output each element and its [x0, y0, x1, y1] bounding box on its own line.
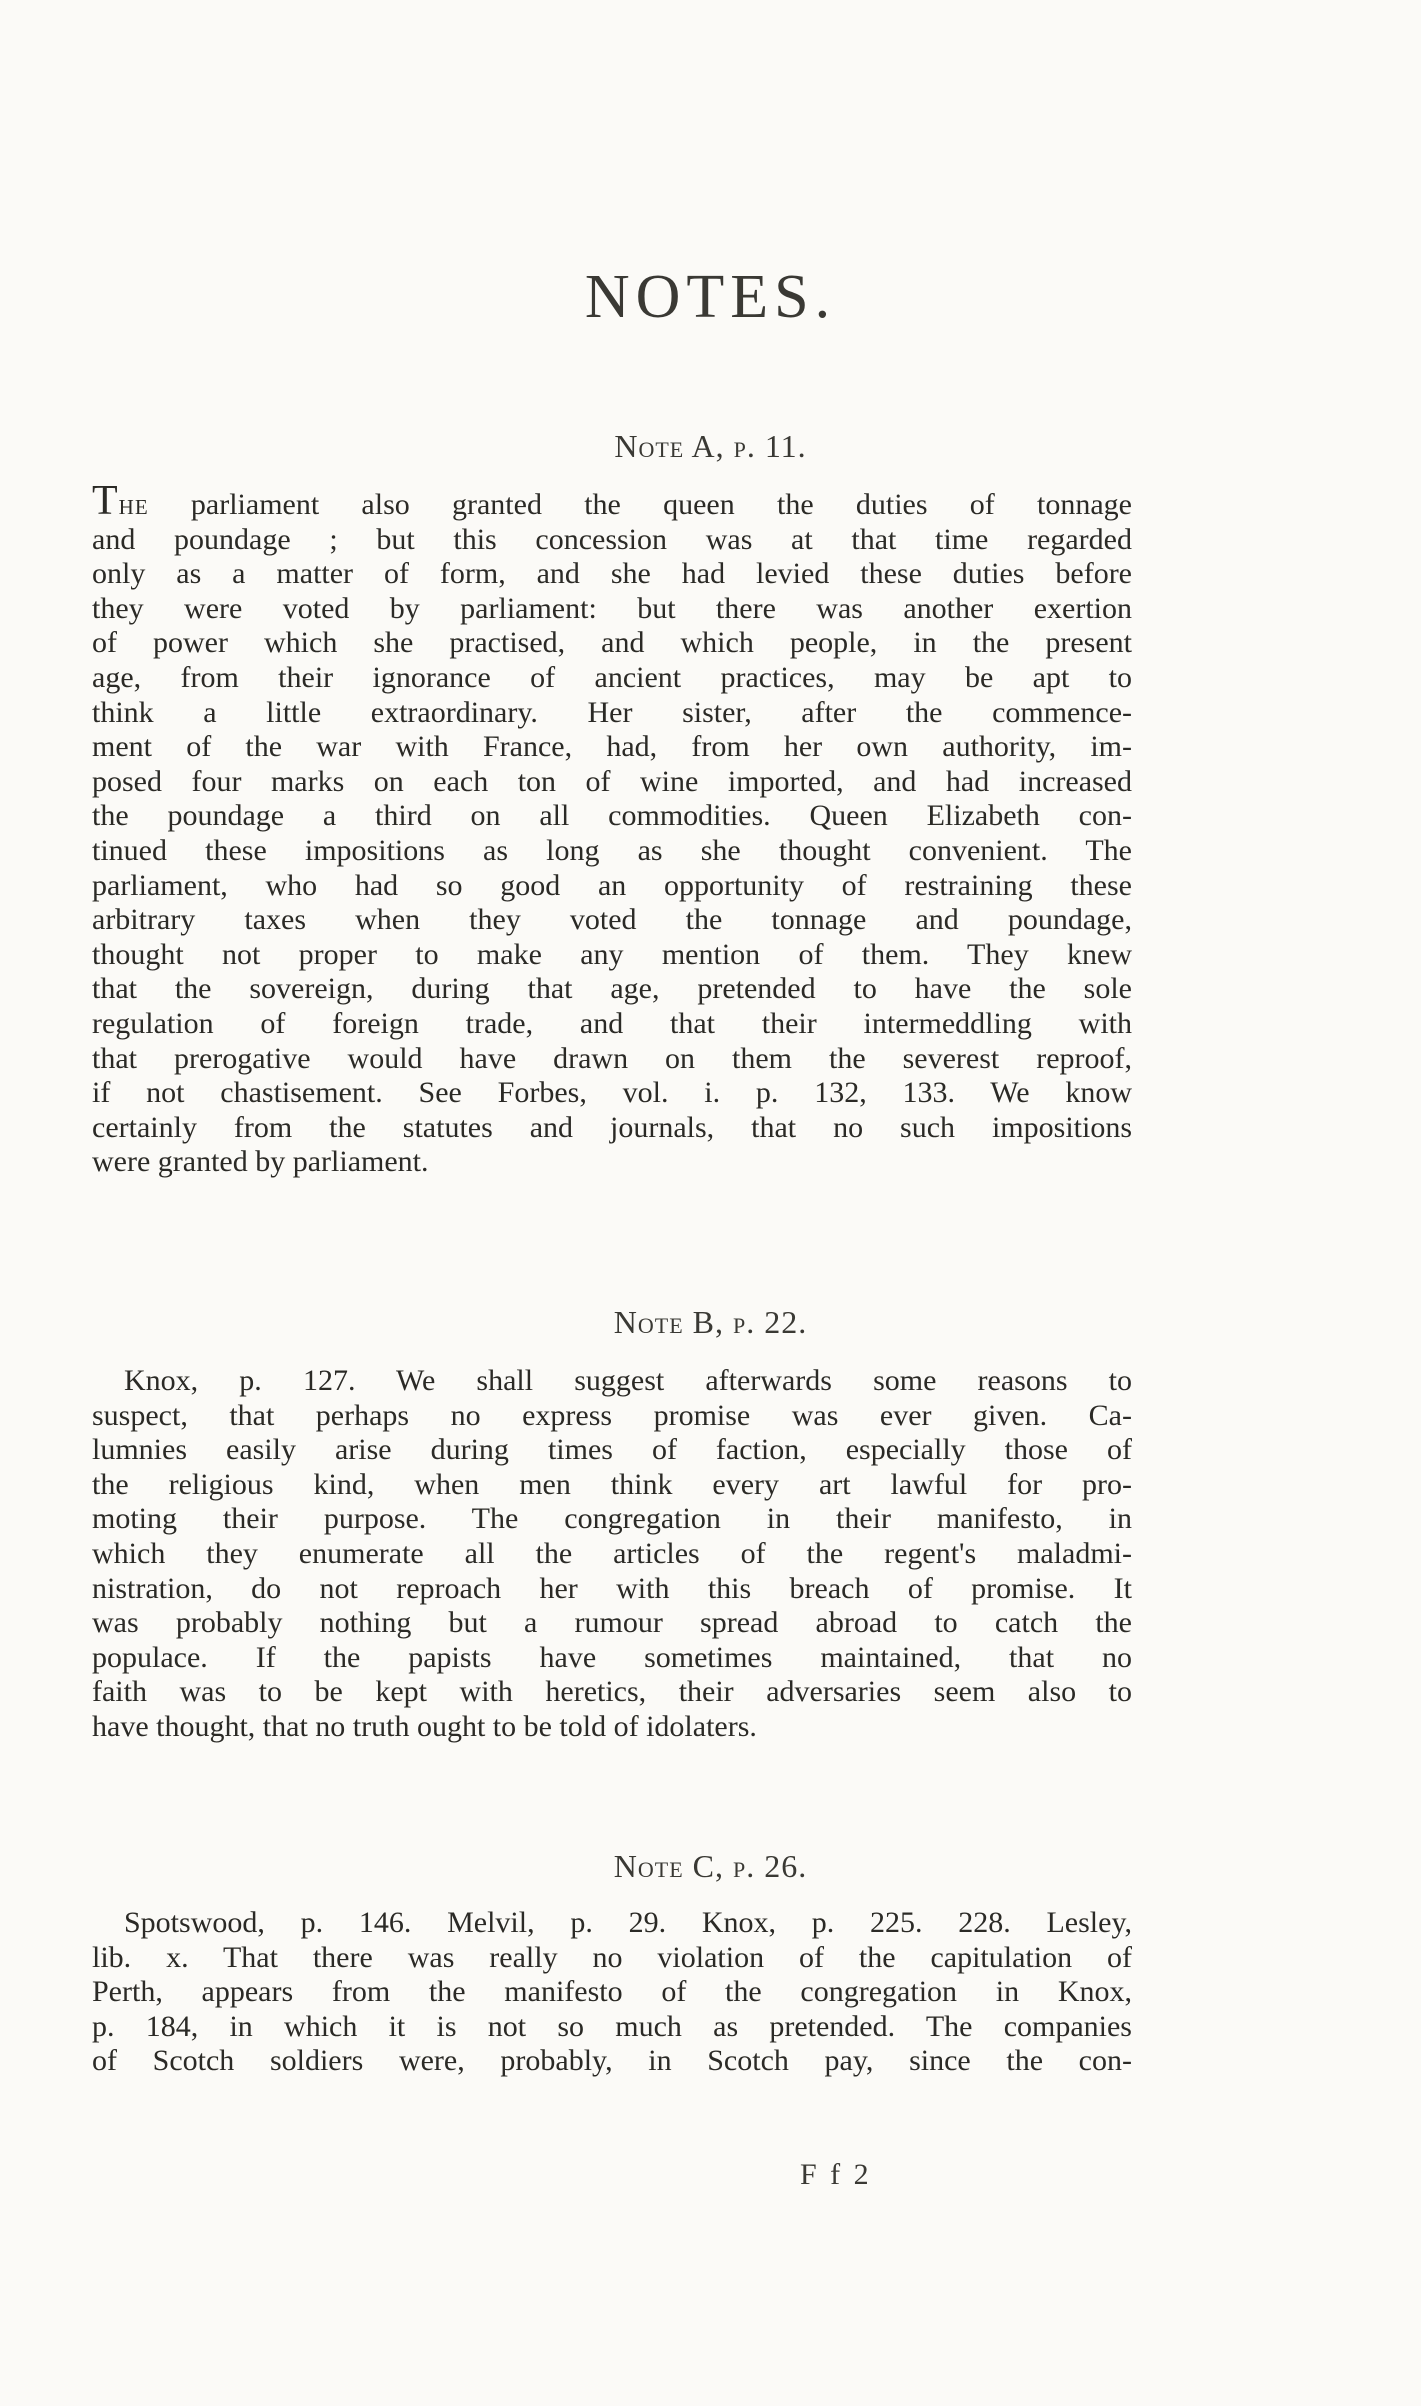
text-line: that the sovereign, during that age, pretended to have the sole — [92, 972, 1132, 1006]
text-line: of Scotch soldiers were, probably, in Scotch pay, since the con- — [92, 2044, 1132, 2078]
text-line: Perth, appears from the manifesto of the congregation in Knox, — [92, 1975, 1132, 2009]
text-line: the poundage a third on all commodities. Queen Elizabeth con- — [92, 799, 1132, 833]
text-line: suspect, that perhaps no express promise was ever given. Ca- — [92, 1398, 1132, 1432]
text-line: populace. If the papists have sometimes maintained, that no — [92, 1640, 1132, 1674]
text-line: The parliament also granted the queen the duties of tonnage — [92, 478, 1132, 524]
text-line: tinued these impositions as long as she thought convenient. The — [92, 833, 1132, 867]
text-line: arbitrary taxes when they voted the tonnage and poundage, — [92, 903, 1132, 937]
text-line: p. 184, in which it is not so much as pretended. The companies — [92, 2009, 1132, 2043]
text-line: that prerogative would have drawn on them the severest reproof, — [92, 1041, 1132, 1075]
page-signature: F f 2 — [800, 2158, 872, 2191]
page-title: NOTES. — [584, 263, 837, 331]
text-line: if not chastisement. See Forbes, vol. i. p. 132, 133. We know — [92, 1076, 1132, 1110]
text-line: thought not proper to make any mention of them. They knew — [92, 937, 1132, 971]
text-line: only as a matter of form, and she had levied these duties before — [92, 557, 1132, 591]
text-line: nistration, do not reproach her with this breach of promise. It — [92, 1571, 1132, 1605]
text-line: the religious kind, when men think every art lawful for pro- — [92, 1467, 1132, 1501]
text-line: think a little extraordinary. Her sister, after the commence- — [92, 695, 1132, 729]
text-line: faith was to be kept with heretics, their adversaries seem also to — [92, 1675, 1132, 1709]
text-line: age, from their ignorance of ancient practices, may be apt to — [92, 660, 1132, 694]
text-line: moting their purpose. The congregation in their manifesto, in — [92, 1502, 1132, 1536]
note-c-heading: Note C, p. 26. — [613, 1848, 808, 1884]
text-line: of power which she practised, and which people, in the present — [92, 626, 1132, 660]
text-line: they were voted by parliament: but there was another exertion — [92, 591, 1132, 625]
text-line: and poundage ; but this concession was at that time regarded — [92, 522, 1132, 556]
text-line: Spotswood, p. 146. Melvil, p. 29. Knox, p. 225. 228. Lesley, — [124, 1906, 1132, 1939]
text-line: certainly from the statutes and journals, that no such impositions — [92, 1110, 1132, 1144]
text-line: were granted by parliament. — [92, 1145, 429, 1179]
text-line: Knox, p. 127. We shall suggest afterwards some reasons to — [124, 1364, 1132, 1397]
text-line: have thought, that no truth ought to be told of idolaters. — [92, 1709, 757, 1743]
note-c-body — [92, 1906, 1132, 2079]
text-line: parliament, who had so good an opportunity of restraining these — [92, 868, 1132, 902]
note-b-body — [92, 1364, 1132, 1745]
text-line: regulation of foreign trade, and that their intermeddling with — [92, 1006, 1132, 1040]
text-line: ment of the war with France, had, from her own authority, im- — [92, 730, 1132, 764]
text-line: was probably nothing but a rumour spread abroad to catch the — [92, 1606, 1132, 1640]
text-line: lib. x. That there was really no violation of the capitulation of — [92, 1940, 1132, 1974]
text-line: which they enumerate all the articles of the regent's maladmi- — [92, 1536, 1132, 1570]
text-line: lumnies easily arise during times of faction, especially those of — [92, 1433, 1132, 1467]
note-b-heading: Note B, p. 22. — [613, 1304, 808, 1340]
text-line: posed four marks on each ton of wine imported, and had increased — [92, 764, 1132, 798]
note-a-body — [92, 478, 1132, 1180]
note-a-heading: Note A, p. 11. — [614, 428, 807, 464]
